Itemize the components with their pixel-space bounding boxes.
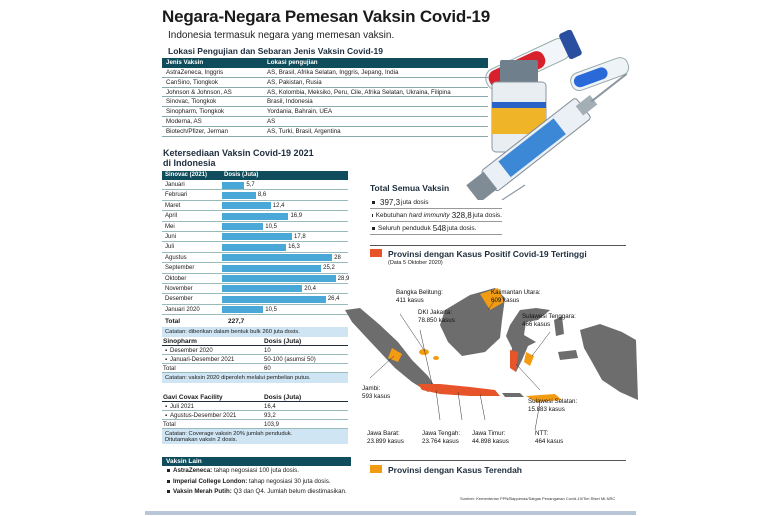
table-row — [162, 355, 348, 364]
table-row — [162, 127, 488, 137]
province-cases: 44.898 kasus — [472, 437, 509, 445]
chart-value-label: 17,8 — [294, 233, 306, 240]
sinopharm-note: Catatan: vaksin 2020 diperoleh melalui pembelian putus. — [162, 373, 348, 383]
chart-row — [162, 242, 348, 252]
row-bullet-icon: ▪ — [165, 356, 168, 363]
sinovac-total-label: Total — [165, 318, 181, 326]
col-jenis-vaksin: Jenis Vaksin — [166, 59, 204, 66]
province-name: Sulawesi Tenggara: — [522, 313, 576, 320]
cell-vaksin: CanSino, Tiongkok — [166, 78, 218, 86]
vaksin-lain-heading: Vaksin Lain — [162, 457, 351, 466]
cell-lokasi: AS, Kolombia, Meksiko, Peru, Cile, Afrika Selatan, Ukraina, Filipina — [267, 88, 451, 96]
chart-row — [162, 180, 348, 190]
total-line — [370, 222, 502, 235]
gavi-value: 93,2 — [264, 412, 276, 419]
total-semua-heading: Total Semua Vaksin — [370, 183, 450, 193]
sinopharm-value: 10 — [264, 347, 271, 354]
province-cases: 15.883 kasus — [528, 405, 565, 413]
total-value: 397,3 — [380, 197, 401, 207]
chart-category-label: Januari 2020 — [165, 306, 200, 313]
gavi-col: Dosis (Juta) — [264, 393, 302, 401]
chart-value-label: 12,4 — [272, 202, 285, 209]
label-jawa-timur — [472, 430, 509, 445]
chart-value-label: 28,9 — [337, 275, 350, 282]
map-heading-high: Provinsi dengan Kasus Positif Covid-19 Tertinggi — [388, 249, 587, 259]
province-cases: 78.850 kasus — [418, 316, 455, 324]
ketersediaan-heading-line1: Ketersediaan Vaksin Covid-19 2021 — [163, 148, 314, 158]
province-sulawesi-tenggara — [524, 352, 534, 366]
sinovac-bars — [162, 180, 348, 315]
province-name: DKI Jakarta: — [418, 309, 453, 316]
chart-category-label: Desember — [165, 296, 193, 303]
chart-row — [162, 305, 348, 315]
total-semua-vaksin — [370, 183, 502, 235]
table-row — [162, 78, 488, 88]
province-cases: 593 kasus — [362, 392, 391, 400]
label-jawa-tengah — [422, 430, 460, 445]
ketersediaan-heading — [163, 148, 314, 168]
list-item — [162, 477, 351, 488]
label-sulawesi-tenggara — [522, 313, 576, 328]
col-lokasi: Lokasi pengujian — [267, 59, 318, 66]
cell-vaksin: Biotech/Pfizer, Jerman — [166, 127, 228, 135]
label-dki-jakarta — [418, 309, 455, 324]
cell-vaksin: AstraZeneca, Inggris — [166, 69, 224, 76]
sinopharm-period: Januari-Desember 2021 — [170, 356, 235, 363]
province-name: Jambi: — [362, 385, 381, 392]
chart-category-label: Februari — [165, 192, 188, 199]
gavi-table — [162, 392, 348, 444]
chart-bar — [222, 192, 256, 199]
table-row — [162, 97, 488, 107]
chart-row — [162, 190, 348, 200]
chart-bar — [222, 275, 336, 282]
sinovac-chart — [162, 171, 348, 337]
label-ntt — [535, 430, 563, 445]
chart-value-label: 10,5 — [265, 223, 277, 230]
chart-value-label: 16,3 — [288, 244, 300, 251]
province-name: Jawa Tengah: — [422, 430, 461, 437]
sinovac-total — [162, 315, 348, 325]
bullet-icon — [167, 480, 170, 483]
chart-category-label: Juli — [165, 244, 175, 251]
sinopharm-table — [162, 336, 348, 383]
item-name: AstraZeneca: — [173, 467, 213, 474]
chart-bar — [222, 265, 321, 272]
chart-category-label: September — [165, 265, 195, 272]
gavi-header — [162, 392, 348, 402]
chart-row — [162, 222, 348, 232]
sinovac-chart-title: Sinovac (2021) — [165, 172, 208, 178]
chart-value-label: 5,7 — [246, 182, 255, 188]
province-cases: 609 kasus — [491, 296, 520, 304]
island-maluku — [558, 350, 578, 360]
item-name: Imperial College London: — [173, 477, 248, 485]
sinopharm-total: 60 — [264, 365, 271, 372]
province-name: NTT: — [535, 430, 549, 437]
sinopharm-header — [162, 336, 348, 346]
total-italic: hard immunity — [408, 211, 450, 219]
label-bangka-belitung — [396, 289, 443, 304]
map-top-rule — [370, 245, 626, 246]
table-row — [162, 88, 488, 98]
chart-category-label: Mei — [165, 223, 175, 230]
legend-high-swatch — [370, 249, 382, 257]
sinopharm-name: Sinopharm — [163, 337, 197, 345]
chart-category-label: Juni — [165, 233, 177, 240]
island-java — [418, 384, 500, 396]
table-row — [162, 107, 488, 117]
chart-bar — [222, 306, 263, 313]
cell-lokasi: AS — [267, 117, 276, 125]
item-text: tahap negosiasi 30 juta dosis. — [249, 477, 331, 485]
chart-value-label: 16,9 — [290, 213, 303, 220]
total-unit: juta dosis. — [447, 224, 477, 232]
label-sulawesi-selatan — [528, 398, 577, 413]
map-bottom-rule — [370, 460, 626, 461]
sinopharm-total-row — [162, 364, 348, 373]
province-name: Kalimantan Utara: — [491, 289, 541, 296]
total-value: 548 — [432, 223, 447, 233]
row-bullet-icon: ▪ — [165, 347, 168, 354]
lokasi-heading: Lokasi Pengujian dan Sebaran Jenis Vaksin Covid-19 — [168, 46, 383, 56]
total-unit: juta dosis. — [472, 211, 502, 219]
bullet-icon — [167, 469, 170, 472]
legend-low-swatch — [370, 465, 382, 473]
row-bullet-icon: ▪ — [165, 412, 168, 419]
chart-row — [162, 232, 348, 242]
province-name: Sulawesi Selatan: — [528, 398, 578, 405]
table-row — [162, 68, 488, 78]
province-cases: 23.764 kasus — [422, 437, 459, 445]
cell-vaksin: Sinovac, Tiongkok — [166, 98, 217, 106]
map-heading-low: Provinsi dengan Kasus Terendah — [388, 465, 522, 475]
label-jawa-barat — [367, 430, 404, 445]
chart-bar — [222, 244, 286, 251]
chart-bar — [222, 233, 292, 240]
chart-row — [162, 263, 348, 273]
item-text: Q3 dan Q4. Jumlah belum diestimasikan. — [233, 488, 347, 495]
gavi-note — [162, 429, 348, 444]
chart-bar — [222, 296, 326, 303]
sinovac-chart-header — [162, 171, 348, 180]
gavi-period: Juli 2021 — [170, 403, 195, 410]
chart-bar — [222, 202, 271, 209]
chart-category-label: Januari — [165, 182, 185, 188]
table-row — [162, 402, 348, 411]
chart-value-label: 25,2 — [323, 265, 335, 272]
cell-vaksin: Johnson & Johnson, AS — [166, 88, 232, 96]
table-row — [162, 117, 488, 127]
province-cases: 466 kasus — [522, 320, 551, 328]
bullet-icon — [372, 214, 373, 217]
cell-lokasi: AS, Brasil, Afrika Selatan, Inggris, Jepang, India — [267, 69, 399, 76]
province-cases: 464 kasus — [535, 437, 564, 445]
province-name: Jawa Barat: — [367, 430, 400, 437]
sinopharm-period: Desember 2020 — [170, 347, 213, 354]
total-line — [370, 196, 502, 209]
map-date: (Data 5 Oktober 2020) — [388, 260, 443, 266]
footer-bar — [145, 511, 636, 515]
chart-value-label: 10,5 — [265, 306, 277, 313]
bullet-icon — [167, 490, 170, 493]
chart-category-label: Maret — [165, 202, 181, 209]
source-credit: Sumber: Kementerian PPN/Bappenas/Satgas Penanganan Covid-19/Tim Riset MI-NRC — [460, 496, 616, 501]
chart-bar — [222, 285, 302, 292]
gavi-total-row — [162, 420, 348, 429]
gavi-value: 16,4 — [264, 403, 276, 410]
total-unit: juta dosis — [401, 198, 429, 206]
province-name: Jawa Timur: — [472, 430, 506, 437]
chart-value-label: 20,4 — [304, 285, 316, 292]
lokasi-table — [162, 58, 488, 137]
total-prefix: Kebutuhan — [375, 211, 408, 219]
table-row — [162, 411, 348, 420]
cell-lokasi: AS, Pakistan, Rusia — [267, 78, 322, 86]
chart-row — [162, 284, 348, 294]
chart-category-label: November — [165, 285, 193, 292]
sinovac-note: Catatan: diberikan dalam bentuk bulk 260 juta dosis. — [162, 327, 348, 337]
sinovac-total-value: 227,7 — [228, 318, 245, 326]
chart-category-label: Agustus — [165, 254, 187, 261]
chart-row — [162, 274, 348, 284]
gavi-name: Gavi Covax Facility — [163, 393, 223, 401]
island-papua — [580, 324, 638, 400]
sinopharm-col: Dosis (Juta) — [264, 337, 302, 345]
chart-value-label: 28 — [334, 254, 341, 261]
page-title: Negara-Negara Pemesan Vaksin Covid-19 — [162, 7, 491, 26]
item-text: tahap negosiasi 100 juta dosis. — [213, 467, 299, 474]
lokasi-table-header — [162, 58, 488, 68]
label-jambi — [362, 385, 390, 400]
island-nusa-tenggara-barat — [502, 393, 524, 397]
chart-category-label: Oktober — [165, 275, 187, 282]
chart-bar — [222, 223, 263, 230]
sinopharm-total-label: Total — [163, 365, 176, 372]
total-prefix: Seluruh penduduk — [378, 224, 431, 232]
gavi-total-label: Total — [163, 421, 176, 428]
page-subtitle: Indonesia termasuk negara yang memesan vaksin. — [168, 30, 395, 41]
cell-vaksin: Sinopharm, Tiongkok — [166, 108, 225, 116]
chart-bar — [222, 254, 332, 261]
label-kalimantan-utara — [491, 289, 541, 304]
sinopharm-value: 50-100 (asumsi 50) — [264, 356, 316, 363]
chart-category-label: April — [165, 213, 178, 220]
province-cases: 411 kasus — [396, 296, 424, 304]
bullet-icon — [372, 201, 375, 204]
gavi-total: 103,9 — [264, 421, 280, 428]
chart-row — [162, 294, 348, 304]
gavi-period: Agustus-Desember 2021 — [170, 412, 237, 419]
sinovac-value-label: Dosis (Juta) — [224, 172, 259, 178]
chart-value-label: 8,6 — [257, 192, 267, 199]
chart-row — [162, 253, 348, 263]
gavi-note-line1: Catatan: Coverage vaksin 20% jumlah penduduk. — [165, 431, 293, 437]
province-name: Bangka Belitung: — [396, 289, 443, 296]
province-belitung — [433, 356, 439, 360]
chart-bar — [222, 182, 244, 189]
bullet-icon — [372, 227, 375, 230]
vaksin-lain — [162, 457, 351, 498]
cell-vaksin: Moderna, AS — [166, 117, 202, 125]
list-item — [162, 466, 351, 477]
ketersediaan-heading-line2: di Indonesia — [163, 158, 216, 168]
total-line — [370, 209, 502, 222]
chart-value-label: 26,4 — [327, 296, 340, 303]
cell-lokasi: Yordania, Bahrain, UEA — [267, 108, 333, 116]
chart-bar — [222, 213, 288, 220]
province-cases: 23.899 kasus — [367, 437, 404, 445]
cell-lokasi: AS, Turki, Brasil, Argentina — [267, 127, 341, 135]
item-name: Vaksin Merah Putih: — [173, 488, 232, 495]
gavi-note-line2: Ditutamakan vaksin 2 dosis. — [165, 437, 238, 443]
chart-row — [162, 201, 348, 211]
table-row — [162, 346, 348, 355]
list-item — [162, 487, 351, 498]
cell-lokasi: Brasil, Indonesia — [267, 98, 313, 106]
total-value: 328,8 — [451, 210, 472, 220]
chart-row — [162, 211, 348, 221]
row-bullet-icon: ▪ — [165, 403, 168, 410]
